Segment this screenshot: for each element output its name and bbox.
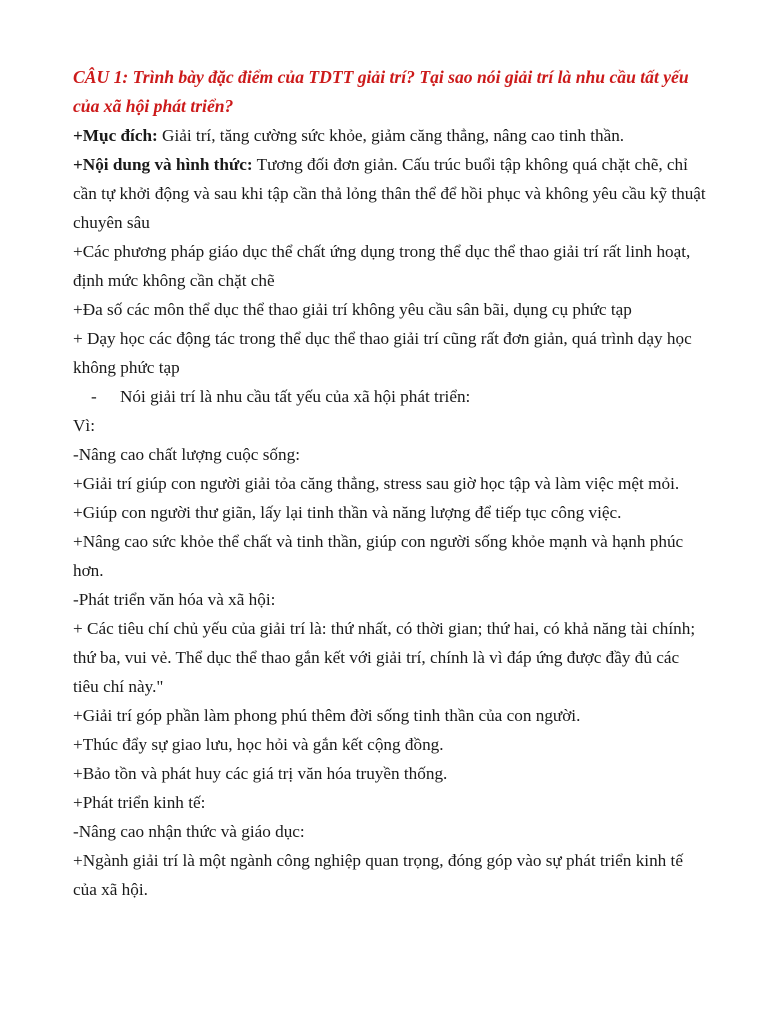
paragraph-industry: +Ngành giải trí là một ngành công nghiệp quan trọng, đóng góp vào sự phát triển kinh tế của xã hội. — [73, 851, 683, 899]
question-title: CÂU 1: Trình bày đặc điểm của TDTT giải trí? Tại sao nói giải trí là nhu cầu tất yếu của xã hội phát triển? — [73, 67, 689, 116]
bullet-dash: - — [91, 387, 97, 406]
purpose-label: +Mục đích: — [73, 126, 158, 145]
purpose-paragraph — [73, 121, 708, 150]
paragraph-methods: +Các phương pháp giáo dục thể chất ứng dụng trong thể dục thể thao giải trí rất linh hoạt, định mức không cần chặt chẽ — [73, 242, 691, 290]
paragraph-spiritual-life: +Giải trí góp phần làm phong phú thêm đời sống tinh thần của con người. — [73, 706, 581, 725]
heading-culture-society: -Phát triển văn hóa và xã hội: — [73, 590, 276, 609]
paragraph-community: +Thúc đẩy sự giao lưu, học hỏi và gắn kết cộng đồng. — [73, 735, 444, 754]
content-form-text: Tương đối đơn giản. Cấu trúc buổi tập không quá chặt chẽ, chỉ cần tự khởi động và sau khi tập cần thả lỏng thân thể để hồi phục và không yêu cầu kỹ thuật chuyên sâu — [73, 155, 706, 232]
paragraph-criteria: + Các tiêu chí chủ yếu của giải trí là: thứ nhất, có thời gian; thứ hai, có khả năng tài chính; thứ ba, vui vẻ. Thể dục thể thao gắn kết với giải trí, chính là vì đáp ứng được đầy đủ các tiêu chí này." — [73, 619, 696, 696]
bullet-text: Nói giải trí là nhu cầu tất yếu của xã hội phát triển: — [120, 387, 471, 406]
paragraph-health: +Nâng cao sức khỏe thể chất và tinh thần, giúp con người sống khỏe mạnh và hạnh phúc hơn. — [73, 532, 684, 580]
bullet-item — [73, 382, 708, 411]
paragraph-because: Vì: — [73, 416, 95, 435]
paragraph-tradition: +Bảo tồn và phát huy các giá trị văn hóa truyền thống. — [73, 764, 448, 783]
paragraph-equipment: +Đa số các môn thể dục thể thao giải trí không yêu cầu sân bãi, dụng cụ phức tạp — [73, 300, 632, 319]
paragraph-stress-relief: +Giải trí giúp con người giải tỏa căng thẳng, stress sau giờ học tập và làm việc mệt mỏi. — [73, 474, 680, 493]
paragraph-relaxation: +Giúp con người thư giãn, lấy lại tinh thần và năng lượng để tiếp tục công việc. — [73, 503, 622, 522]
heading-quality-of-life: -Nâng cao chất lượng cuộc sống: — [73, 445, 300, 464]
paragraph-teaching: + Dạy học các động tác trong thể dục thể thao giải trí cũng rất đơn giản, quá trình dạy học không phức tạp — [73, 329, 692, 377]
content-form-paragraph — [73, 150, 708, 237]
content-form-label: +Nội dung và hình thức: — [73, 155, 253, 174]
purpose-text: Giải trí, tăng cường sức khỏe, giảm căng thẳng, nâng cao tinh thần. — [157, 126, 625, 145]
heading-education: -Nâng cao nhận thức và giáo dục: — [73, 822, 305, 841]
heading-economy: +Phát triển kinh tế: — [73, 793, 206, 812]
